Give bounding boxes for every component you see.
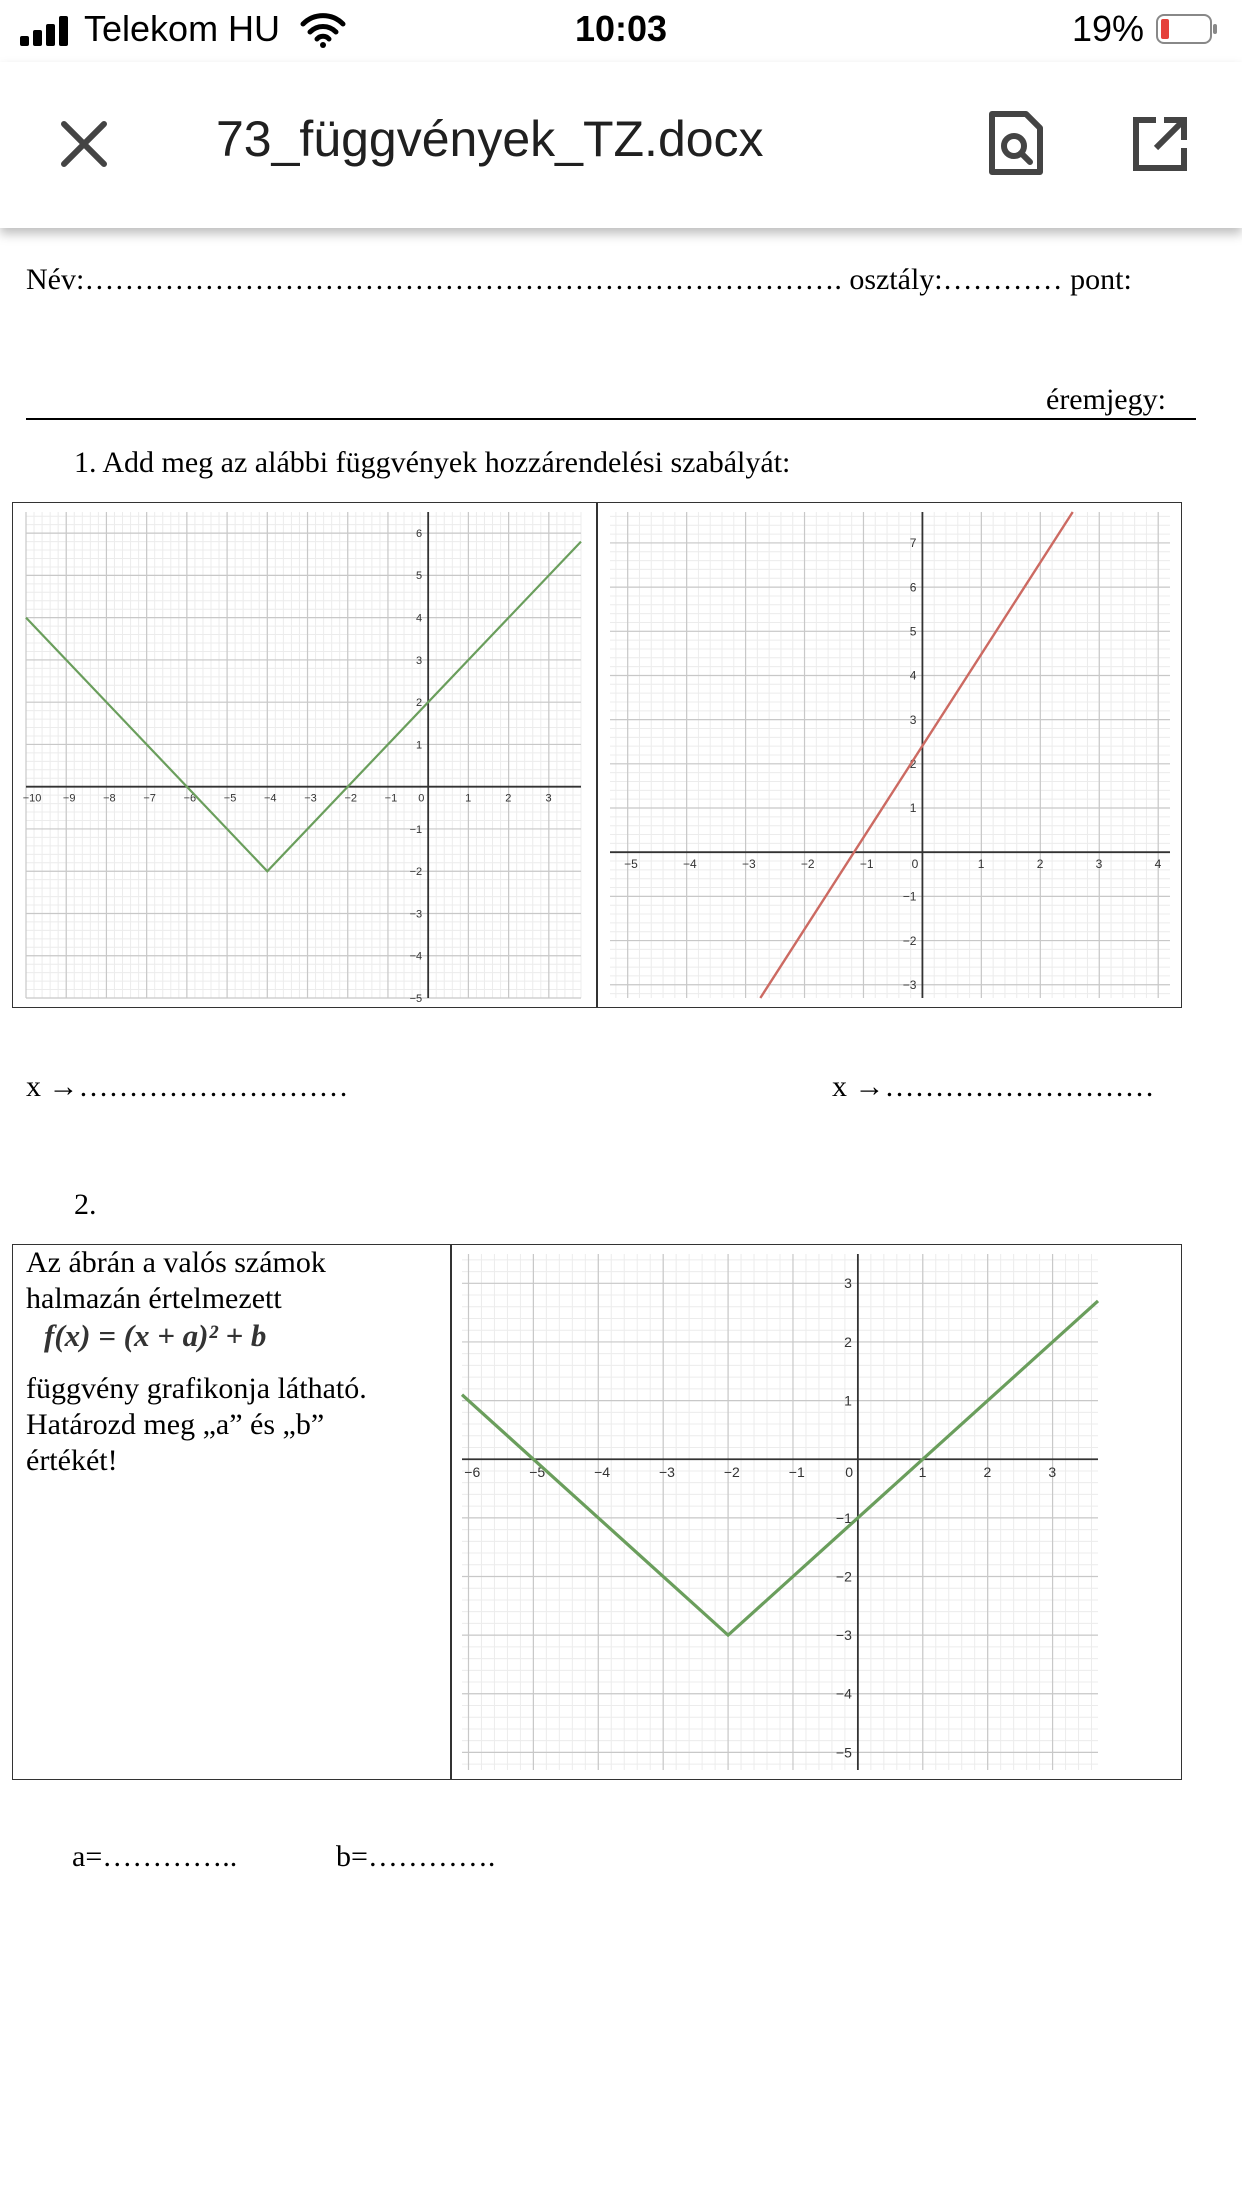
x-tick-label: 1 xyxy=(465,792,472,805)
x-tick-label: −3 xyxy=(741,857,756,872)
task2-text-line4: Határozd meg „a” és „b” xyxy=(26,1408,325,1441)
document-toolbar xyxy=(0,62,1242,228)
answer-b: b=…………. xyxy=(336,1840,496,1873)
x-tick-label: −2 xyxy=(344,792,357,805)
open-external-icon[interactable] xyxy=(1130,114,1190,174)
x-tick-label: −7 xyxy=(143,792,156,805)
y-tick-label: −1 xyxy=(409,823,423,836)
x-tick-label: −9 xyxy=(62,792,76,805)
y-tick-label: 5 xyxy=(909,624,917,639)
x-tick-label: −8 xyxy=(103,792,116,805)
y-tick-label: 3 xyxy=(416,654,423,667)
y-tick-label: −4 xyxy=(835,1685,852,1702)
x-tick-label: −5 xyxy=(223,792,237,805)
x-tick-label: 0 xyxy=(911,857,919,872)
x-tick-label: −5 xyxy=(529,1464,546,1481)
x-tick-label: 0 xyxy=(845,1464,854,1481)
y-tick-label: 1 xyxy=(844,1392,852,1409)
x-tick-label: 0 xyxy=(418,792,425,805)
x-tick-label: −1 xyxy=(859,857,874,872)
y-tick-label: 5 xyxy=(416,570,423,583)
y-tick-label: −4 xyxy=(409,950,423,963)
x-tick-label: −3 xyxy=(304,792,317,805)
x-tick-label: 2 xyxy=(1036,857,1044,872)
y-tick-label: 6 xyxy=(909,580,917,595)
header-divider xyxy=(26,418,1196,420)
function-graph-line xyxy=(26,542,581,872)
carrier-name: Telekom HU xyxy=(84,8,281,49)
y-tick-label: 1 xyxy=(909,801,917,816)
task2-formula: f(x) = (x + a)² + b xyxy=(44,1318,267,1353)
x-tick-label: −2 xyxy=(800,857,815,872)
x-tick-label: −2 xyxy=(723,1464,740,1481)
y-tick-label: 2 xyxy=(416,697,423,710)
x-tick-label: 1 xyxy=(977,857,985,872)
x-tick-label: 2 xyxy=(983,1464,992,1481)
x-tick-label: −6 xyxy=(183,792,197,805)
task1-answer-left: x →……………………… xyxy=(26,1070,349,1103)
close-icon[interactable] xyxy=(56,116,112,172)
task1-left-graph xyxy=(22,512,581,1005)
y-tick-label: −3 xyxy=(835,1627,852,1644)
y-tick-label: 1 xyxy=(416,739,423,752)
x-tick-label: 4 xyxy=(1154,857,1162,872)
x-tick-label: −4 xyxy=(594,1464,611,1481)
y-tick-label: 4 xyxy=(416,612,423,625)
y-tick-label: 3 xyxy=(909,712,917,727)
document-search-icon[interactable] xyxy=(986,110,1046,176)
x-tick-label: 3 xyxy=(1048,1464,1057,1481)
y-tick-label: 4 xyxy=(909,668,917,683)
x-tick-label: −10 xyxy=(22,792,42,805)
answer-a: a=………….. xyxy=(72,1840,238,1873)
name-line: Név:…………………………………………………………………. osztály:………… pont: xyxy=(26,263,1132,296)
y-tick-label: −1 xyxy=(902,889,917,904)
x-tick-label: 1 xyxy=(918,1464,927,1481)
y-tick-label: 7 xyxy=(909,536,917,551)
y-tick-label: 6 xyxy=(416,527,423,540)
task2-divider xyxy=(450,1244,452,1780)
y-tick-label: −2 xyxy=(835,1568,852,1585)
y-tick-label: −2 xyxy=(902,933,917,948)
y-tick-label: 2 xyxy=(844,1333,852,1350)
grade-label: éremjegy: xyxy=(1046,383,1166,416)
y-tick-label: −2 xyxy=(409,866,423,879)
task2-number: 2. xyxy=(74,1188,97,1221)
task1-chart-divider xyxy=(596,502,598,1008)
status-bar xyxy=(0,0,1242,62)
y-tick-label: −3 xyxy=(902,977,917,992)
x-tick-label: 2 xyxy=(505,792,512,805)
x-tick-label: −3 xyxy=(658,1464,675,1481)
battery-percentage: 19% xyxy=(1072,8,1145,49)
x-tick-label: −4 xyxy=(683,857,697,872)
y-tick-label: −5 xyxy=(835,1744,852,1761)
x-tick-label: 3 xyxy=(1095,857,1103,872)
y-tick-label: 3 xyxy=(844,1275,852,1292)
task1-answer-right: x →……………………… xyxy=(832,1070,1155,1103)
task2-text-line3: függvény grafikonja látható. xyxy=(26,1372,367,1405)
x-tick-label: −5 xyxy=(624,857,638,872)
x-tick-label: −1 xyxy=(788,1464,805,1481)
battery-icon xyxy=(1156,14,1218,44)
y-tick-label: −1 xyxy=(835,1509,852,1526)
task2-text-line5: értékét! xyxy=(26,1444,118,1477)
x-tick-label: −6 xyxy=(464,1464,481,1481)
task2-graph xyxy=(462,1254,1098,1770)
y-tick-label: 2 xyxy=(909,757,917,772)
task2-text-line1: Az ábrán a valós számok xyxy=(26,1246,326,1279)
x-tick-label: 3 xyxy=(545,792,552,805)
y-tick-label: −5 xyxy=(409,992,423,1005)
y-tick-label: −3 xyxy=(409,908,423,921)
clock: 10:03 xyxy=(574,8,668,49)
x-tick-label: −4 xyxy=(264,792,277,805)
document-page xyxy=(0,228,1242,2208)
task2-text-line2: halmazán értelmezett xyxy=(26,1282,282,1315)
document-title: 73_függvények_TZ.docx xyxy=(216,111,764,167)
x-tick-label: −1 xyxy=(384,792,398,805)
task1-right-graph xyxy=(610,512,1170,998)
task1-prompt: 1. Add meg az alábbi függvények hozzárendelési szabályát: xyxy=(74,446,791,479)
